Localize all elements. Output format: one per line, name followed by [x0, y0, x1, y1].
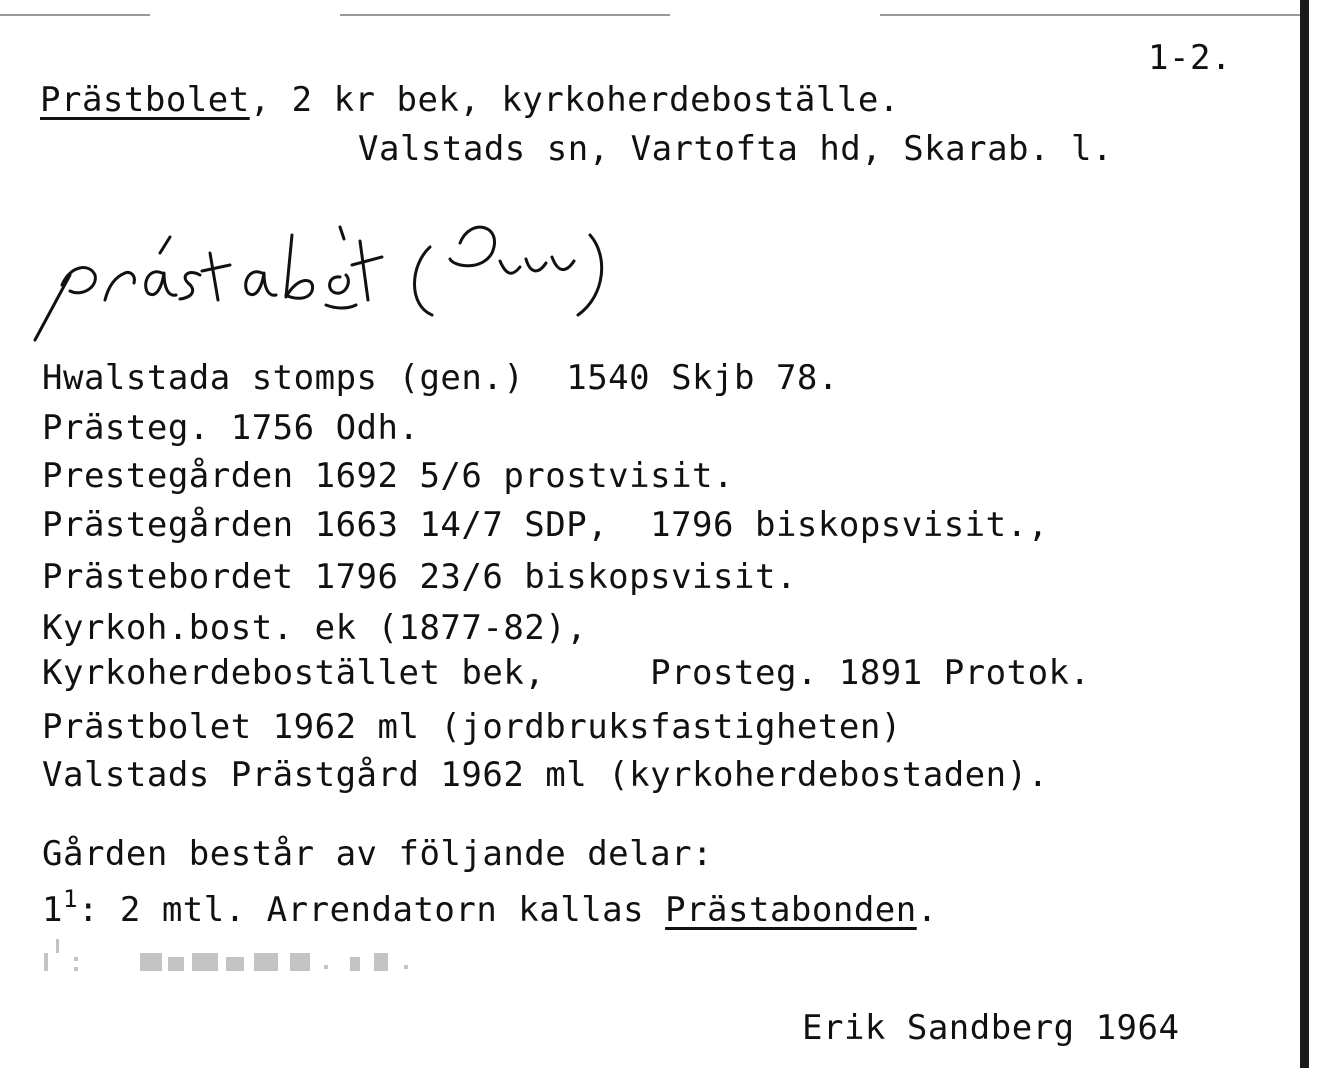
card-right-edge [1300, 0, 1309, 1068]
parts-heading: Gården består av följande delar: [42, 834, 714, 874]
part-superscript: 1 [62, 885, 78, 913]
entry-line: Prästebordet 1796 23/6 biskopsvisit. [42, 557, 797, 597]
top-dash [0, 14, 150, 16]
entry-line: Kyrkoherdebostället bek, Prosteg. 1891 Protok. [42, 653, 1091, 693]
entry-line: Prästegården 1663 14/7 SDP, 1796 biskopsvisit., [42, 505, 1049, 545]
entry-line: Prästeg. 1756 Odh. [42, 408, 420, 448]
entry-line: Prestegården 1692 5/6 prostvisit. [42, 456, 735, 496]
part-end: . [916, 890, 938, 930]
header-rest: , 2 kr bek, kyrkoherdeboställe. [249, 80, 900, 120]
signature: Erik Sandberg 1964 [802, 1008, 1180, 1048]
part-line [42, 885, 938, 933]
entry-line: Valstads Prästgård 1962 ml (kyrkoherdebostaden). [42, 755, 1049, 795]
part-name: Prästabonden [665, 890, 917, 930]
handwritten-note [30, 205, 720, 345]
entry-line: Prästbolet 1962 ml (jordbruksfastigheten) [42, 707, 902, 747]
card-number: 1-2. [1148, 38, 1232, 78]
location-line: Valstads sn, Vartofta hd, Skarab. l. [358, 129, 1113, 169]
part-prefix: 1 [42, 890, 63, 930]
part-text: : 2 mtl. Arrendatorn kallas [77, 890, 666, 930]
entry-line: Hwalstada stomps (gen.) 1540 Skjb 78. [42, 358, 839, 398]
header-line [40, 80, 900, 120]
top-dash [880, 14, 1300, 16]
entry-line: Kyrkoh.bost. ek (1877-82), [42, 608, 588, 648]
top-dash [340, 14, 670, 16]
faded-typed-line [44, 935, 444, 980]
headword: Prästbolet [40, 80, 250, 120]
